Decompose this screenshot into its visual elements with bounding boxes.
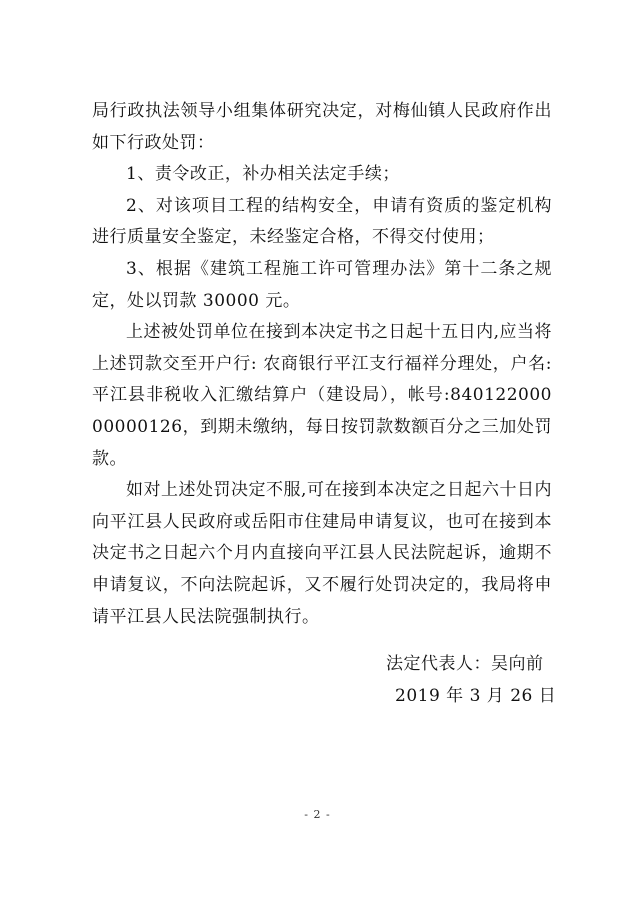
paragraph-decision-intro: 局行政执法领导小组集体研究决定，对梅仙镇人民政府作出如下行政处罚： <box>92 101 552 153</box>
page-number: - 2 - <box>304 808 331 821</box>
signature-date: 2019 年 3 月 26 日 <box>395 686 557 706</box>
paragraph-payment-instructions: 上述被处罚单位在接到本决定书之日起十五日内,应当将上述罚款交至开户行: 农商银行平江支行福祥分理处，户名:平江县非税收入汇缴结算户（建设局），帐号:84012200000000126，到期未缴纳，每日按罚款数额百分之三加处罚款。 <box>92 322 552 469</box>
paragraph-penalty-item-1: 1、责令改正，补办相关法定手续； <box>126 164 400 185</box>
legal-representative: 法定代表人：吴向前 <box>386 654 544 674</box>
paragraph-appeal-rights: 如对上述处罚决定不服,可在接到本决定之日起六十日内向平江县人民政府或岳阳市住建局申请复议，也可在接到本决定书之日起六个月内直接向平江县人民法院起诉，逾期不申请复议，不向法院起诉，又不履行处罚决定的，我局将申请平江县人民法院强制执行。 <box>92 480 552 627</box>
document-body <box>92 96 552 633</box>
signature-block <box>386 648 586 712</box>
paragraph-penalty-item-2: 2、对该项目工程的结构安全，申请有资质的鉴定机构进行质量安全鉴定，未经鉴定合格，不得交付使用； <box>92 195 552 248</box>
paragraph-penalty-item-3: 3、根据《建筑工程施工许可管理办法》第十二条之规定，处以罚款 30000 元。 <box>92 258 552 311</box>
